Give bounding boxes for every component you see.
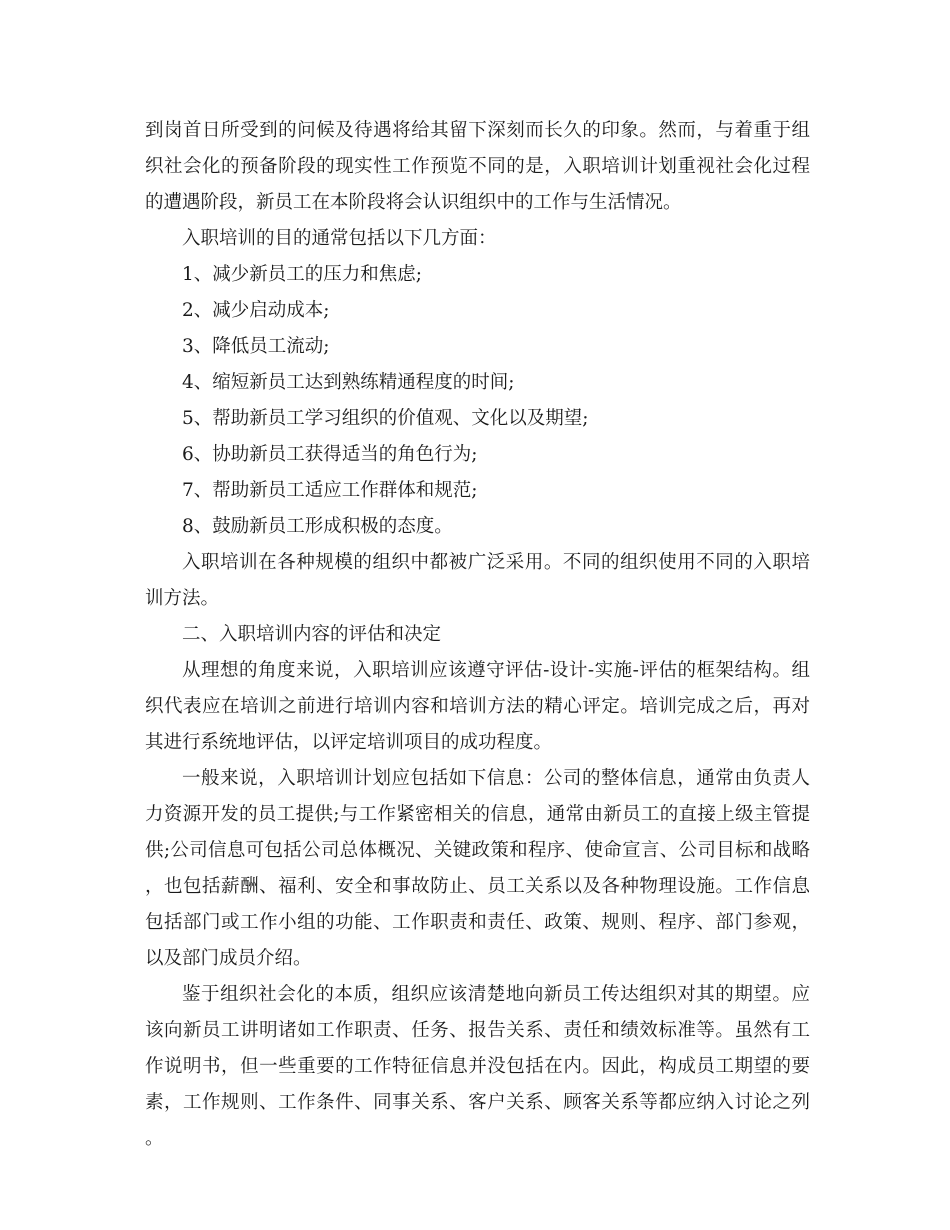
body-paragraph: 5、帮助新员工学习组织的价值观、文化以及期望; [182, 408, 589, 429]
body-paragraph: 鉴于组织社会化的本质，组织应该清楚地向新员工传达组织对其的期望。应该向新员工讲明诸如工作职责、任务、报告关系、责任和绩效标准等。虽然有工作说明书，但一些重要的工作特征信息并没包括在内。因此，构成员工期望的要素，工作规则、工作条件、同事关系、客户关系、顾客关系等都应纳入讨论之列。 [145, 984, 810, 1149]
body-paragraph: 二、入职培训内容的评估和决定 [182, 624, 442, 645]
document-body [145, 113, 810, 1157]
body-paragraph: 入职培训在各种规模的组织中都被广泛采用。不同的组织使用不同的入职培训方法。 [145, 552, 810, 609]
body-paragraph: 4、缩短新员工达到熟练精通程度的时间; [182, 372, 515, 393]
body-paragraph: 7、帮助新员工适应工作群体和规范; [182, 480, 478, 501]
body-paragraph: 到岗首日所受到的问候及待遇将给其留下深刻而长久的印象。然而，与着重于组织社会化的预备阶段的现实性工作预览不同的是，入职培训计划重视社会化过程的遭遇阶段，新员工在本阶段将会认识组织中的工作与生活情况。 [145, 120, 810, 213]
body-paragraph: 从理想的角度来说，入职培训应该遵守评估-设计-实施-评估的框架结构。组织代表应在培训之前进行培训内容和培训方法的精心评定。培训完成之后，再对其进行系统地评估，以评定培训项目的成功程度。 [145, 660, 810, 753]
body-paragraph: 入职培训的目的通常包括以下几方面： [182, 228, 497, 249]
body-paragraph: 一般来说，入职培训计划应包括如下信息：公司的整体信息，通常由负责人力资源开发的员工提供;与工作紧密相关的信息，通常由新员工的直接上级主管提供;公司信息可包括公司总体概况、关键政策和程序、使命宣言、公司目标和战略，也包括薪酬、福利、安全和事故防止、员工关系以及各种物理设施。工作信息包括部门或工作小组的功能、工作职责和责任、政策、规则、程序、部门参观，以及部门成员介绍。 [145, 768, 810, 969]
body-paragraph: 8、鼓励新员工形成积极的态度。 [182, 516, 453, 537]
body-paragraph: 3、降低员工流动; [182, 336, 330, 357]
body-paragraph: 2、减少启动成本; [182, 300, 330, 321]
body-paragraph: 6、协助新员工获得适当的角色行为; [182, 444, 478, 465]
body-paragraph: 1、减少新员工的压力和焦虑; [182, 264, 423, 285]
